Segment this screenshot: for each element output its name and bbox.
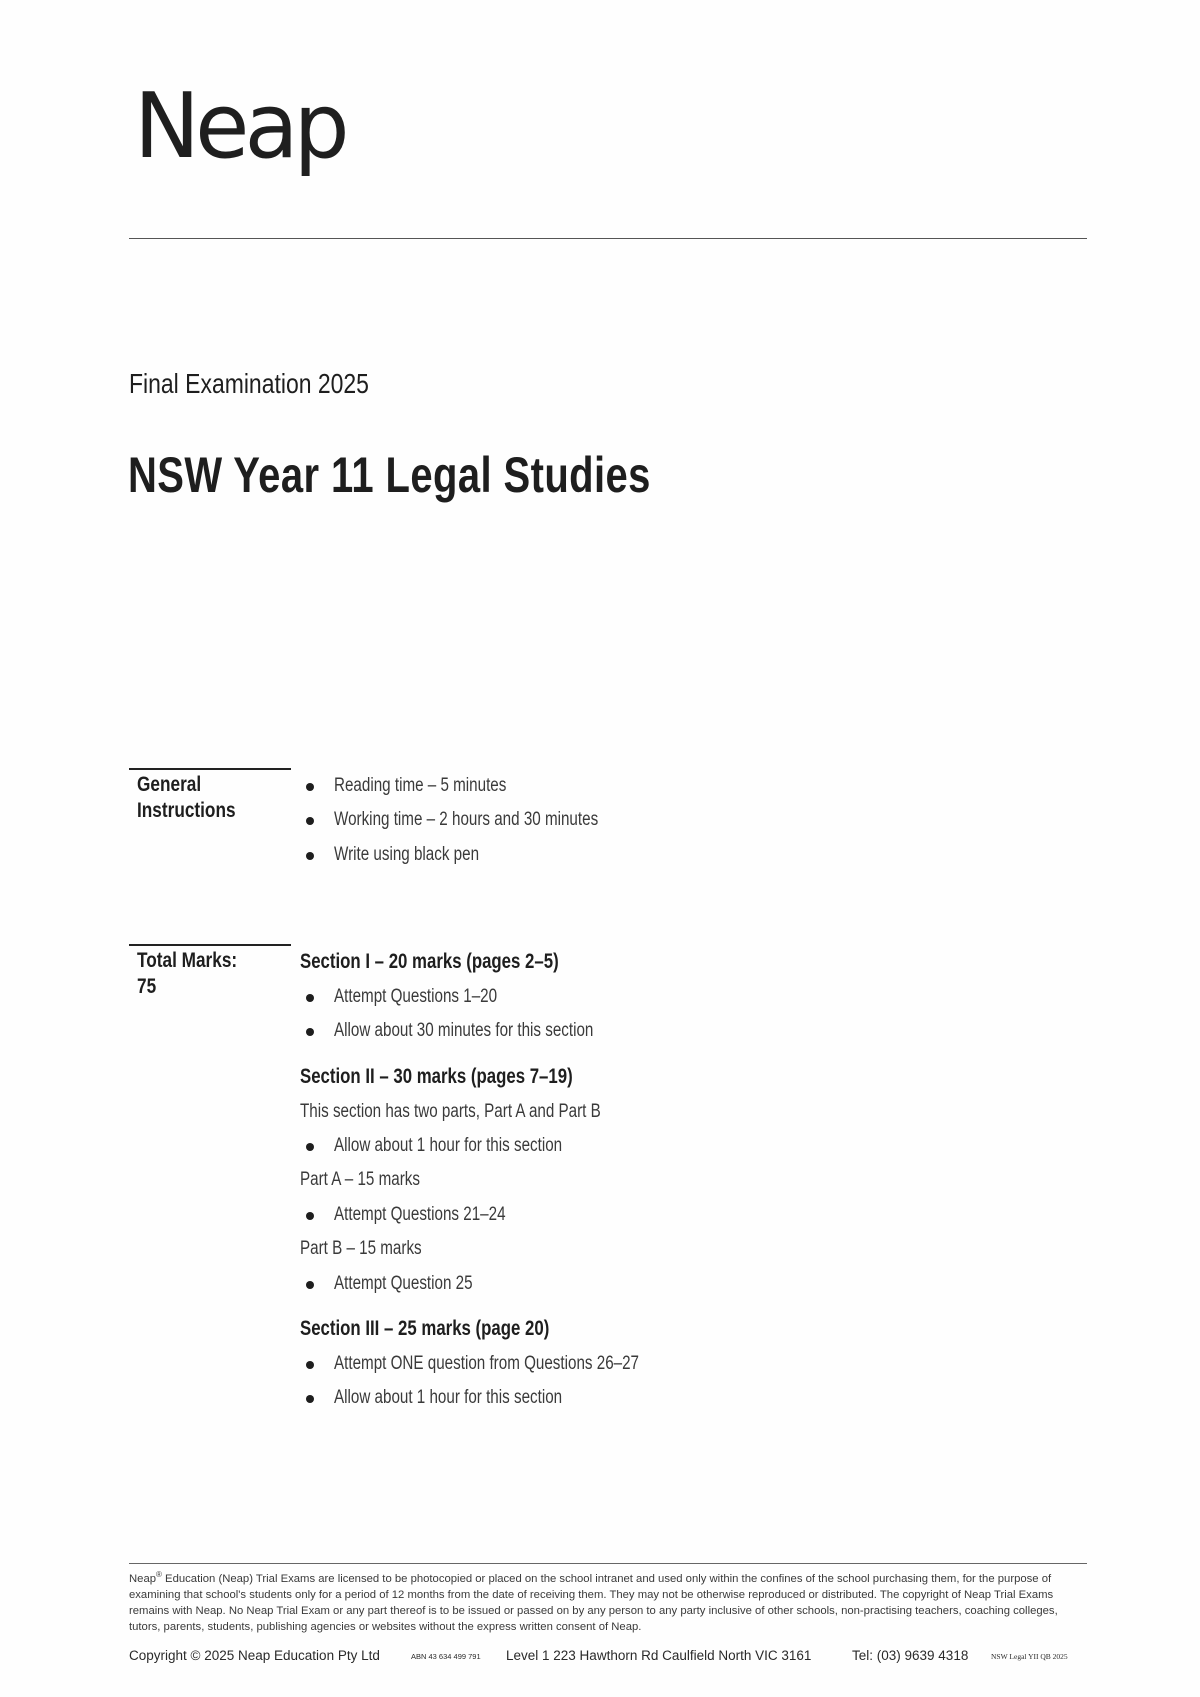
document-code: NSW Legal YII QB 2025 [991,1652,1068,1661]
copyright-text: Copyright © 2025 Neap Education Pty Ltd [129,1648,380,1663]
bullet-text: Allow about 1 hour for this section [334,1387,563,1408]
exam-title: NSW Year 11 Legal Studies [128,447,651,503]
part-label-text: Part B – 15 marks [300,1238,422,1259]
instruction-text: Working time – 2 hours and 30 minutes [334,809,599,830]
bullet-icon [306,817,314,825]
part-b-label [300,1239,452,1258]
part-label-text: Part A – 15 marks [300,1169,420,1190]
total-marks-value: 75 [137,975,157,998]
registered-trademark-icon: ® [156,1570,162,1579]
neap-logo: Neap [134,74,345,179]
bullet-text: Allow about 1 hour for this section [334,1135,563,1156]
bullet-icon [306,1028,314,1036]
general-instructions-divider [129,768,291,770]
bullet-icon [306,994,314,1002]
bullet-icon [306,1212,314,1220]
footer-contact-line [129,1648,1089,1666]
bullet-icon [306,852,314,860]
bullet-text: Attempt ONE question from Questions 26–27 [334,1353,640,1374]
brand-name: Neap [129,1573,157,1585]
bullet-icon [306,1395,314,1403]
section-heading-text: Section I – 20 marks (pages 2–5) [300,950,559,973]
instruction-text: Write using black pen [334,844,480,865]
bullet-icon [306,783,314,791]
instruction-text: Reading time – 5 minutes [334,775,507,796]
section-intro-text: This section has two parts, Part A and Part B [300,1101,601,1122]
section-heading-text: Section II – 30 marks (pages 7–19) [300,1065,573,1088]
bullet-icon [306,1281,314,1289]
section-1-heading [300,951,623,972]
bullet-text: Allow about 30 minutes for this section [334,1020,594,1041]
header-divider [129,238,1087,239]
general-instructions-label [137,772,236,824]
label-line: General [137,773,202,796]
telephone-text: Tel: (03) 9639 4318 [852,1648,969,1663]
total-marks-label [137,948,237,1000]
bullet-text: Attempt Questions 21–24 [334,1204,506,1225]
licence-notice [129,1571,1089,1635]
part-a-label [300,1170,450,1189]
abn-text: ABN 43 634 499 791 [411,1652,481,1661]
section-2-intro [300,1102,676,1121]
footer-divider [129,1563,1087,1564]
exam-subtitle: Final Examination 2025 [129,368,369,399]
total-marks-divider [129,944,291,946]
bullet-icon [306,1143,314,1151]
label-line: Instructions [137,799,236,822]
section-2-heading [300,1066,641,1087]
licence-text: Education (Neap) Trial Exams are licensed to be photocopied or placed on the school intranet and used only within the confines of the school purchasing them, for the purpose of examining that school's students only for a period of 12 months from the date of receiving them. They may not be otherwise reproduced or distributed. The copyright of Neap Trial Exams remains with Neap. No Neap Trial Exam or any part thereof is to be issued or passed on by any person to any party inclusive of other schools, non-practising teachers, coaching colleges, tutors, parents, students, publishing agencies or websites without the express written consent of Neap. [129,1573,1058,1633]
bullet-text: Attempt Question 25 [334,1273,473,1294]
address-text: Level 1 223 Hawthorn Rd Caulfield North VIC 3161 [506,1648,812,1663]
total-marks-caption: Total Marks: [137,949,238,972]
bullet-icon [306,1361,314,1369]
bullet-text: Attempt Questions 1–20 [334,986,498,1007]
section-3-heading [300,1318,612,1339]
section-heading-text: Section III – 25 marks (page 20) [300,1317,550,1340]
